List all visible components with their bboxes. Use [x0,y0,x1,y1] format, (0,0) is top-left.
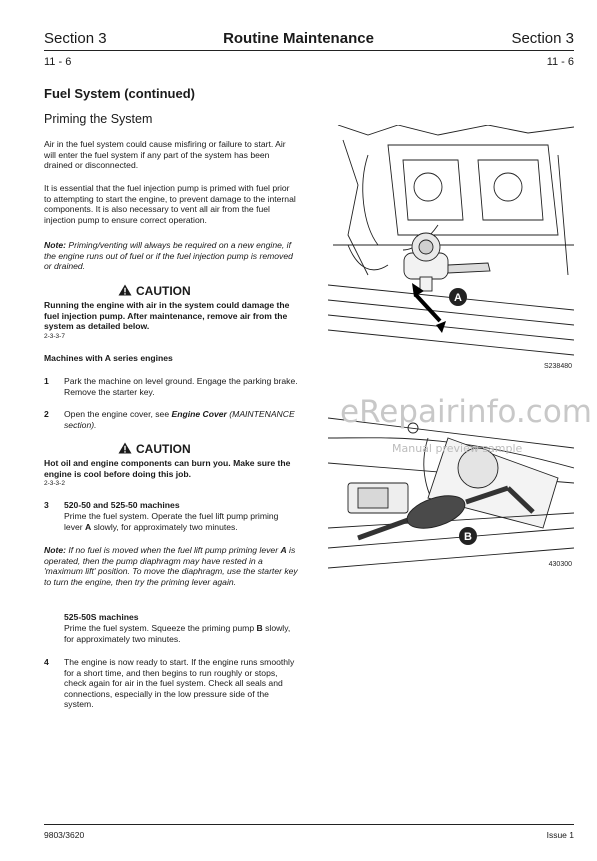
step3b-text-b: slowly, for approximately two minutes. [64,623,291,644]
caution-heading-1 [118,284,191,298]
figure-fuel-lift-pump [328,125,574,375]
section-label-left: Section 3 [44,30,107,47]
caution-code-1: 2-3-3-7 [44,333,65,340]
step2-text-b: (MAINTENANCE section). [64,409,295,430]
note2-text-b: is operated, then the pump diaphragm may have rested in a 'maximum lift' position. To move the diaphragm, use the starter key to turn the engine, then try the priming lever again. [44,545,298,587]
note-priming [44,240,298,272]
step3b-text-a: Prime the fuel system. Squeeze the priming pump [64,623,257,633]
page-number-left: 11 - 6 [44,56,72,68]
step2-text-a: Open the engine cover, see [64,409,172,419]
step-text-1: Park the machine on level ground. Engage the parking brake. Remove the starter key. [64,376,298,397]
priming-heading: Priming the System [44,112,153,126]
step-text-3b [64,623,298,644]
note-diaphragm [44,545,298,587]
engine-cover-reference: Engine Cover [171,409,227,419]
step3-text-a: Prime the fuel system. Operate the fuel lift pump priming lever [64,511,279,532]
footer-issue: Issue 1 [546,830,574,840]
section-label-right: Section 3 [511,30,574,47]
intro-paragraph-2: It is essential that the fuel injection pump is primed with fuel prior to attempting to start the engine, to prevent damage to the internal components. It is also necessary to vent all air from the fuel injection pump to ensure correct operation. [44,183,296,225]
lever-a-reference: A [85,521,92,532]
figure-priming-pump [328,408,574,570]
machines-a-heading: Machines with A series engines [44,353,173,363]
figure1-code: S238480 [543,363,572,370]
caution-label-2: CAUTION [136,442,191,456]
watermark-main: eRepairinfo.com [340,394,592,430]
intro-paragraph-1: Air in the fuel system could cause misfiring or failure to start. Air will enter the fuel system if any part of the system has been drained or disconnected. [44,139,286,170]
header-rule [44,50,574,51]
step-text-3 [64,511,298,532]
step-number-3: 3 [44,500,49,510]
caution-text-2: Hot oil and engine components can burn you. Make sure the engine is cool before doing this job. [44,458,291,479]
caution-heading-2 [118,442,191,456]
note-text: Priming/venting will always be required on a new engine, if the engine runs out of fuel or if the fuel injection pump is removed or drained. [44,240,293,271]
step3-text-b: slowly, for approximately two minutes. [91,521,238,532]
step3b-heading: 525-50S machines [64,612,139,622]
warning-triangle-icon [118,284,132,296]
note2-label: Note: [44,545,66,555]
step-number-1: 1 [44,376,49,386]
note2-text-a: If no fuel is moved when the fuel lift pump priming lever [65,545,281,555]
page-number-right: 11 - 6 [546,56,574,68]
step-text-2 [64,409,298,430]
note-label: Note: [44,240,66,250]
page-title: Routine Maintenance [223,30,374,47]
caution-code-2: 2-3-3-2 [44,480,65,487]
warning-triangle-icon [118,442,132,454]
pump-b-reference: B [256,623,263,633]
step-number-2: 2 [44,409,49,419]
fuel-system-heading: Fuel System (continued) [44,86,195,101]
step-number-4: 4 [44,657,49,667]
note2-ref: A [280,545,287,555]
step-text-4: The engine is now ready to start. If the engine runs smoothly for a short time, and then begins to run roughly or stops, check again for air in the fuel system. Check all seals and connections, especially in the low pressure side of the system. [64,657,295,709]
footer-rule [44,824,574,825]
figure2-code: 430300 [548,561,572,568]
step3-heading: 520-50 and 525-50 machines [64,500,180,510]
callout-b: B [464,531,472,543]
callout-a: A [454,292,462,304]
footer-document-number: 9803/3620 [44,830,85,840]
caution-text-1: Running the engine with air in the system could damage the fuel injection pump. After maintenance, remove air from the system as detailed below. [44,300,290,331]
watermark-sub: Manual preview sample [392,442,523,455]
caution-label-1: CAUTION [136,284,191,298]
